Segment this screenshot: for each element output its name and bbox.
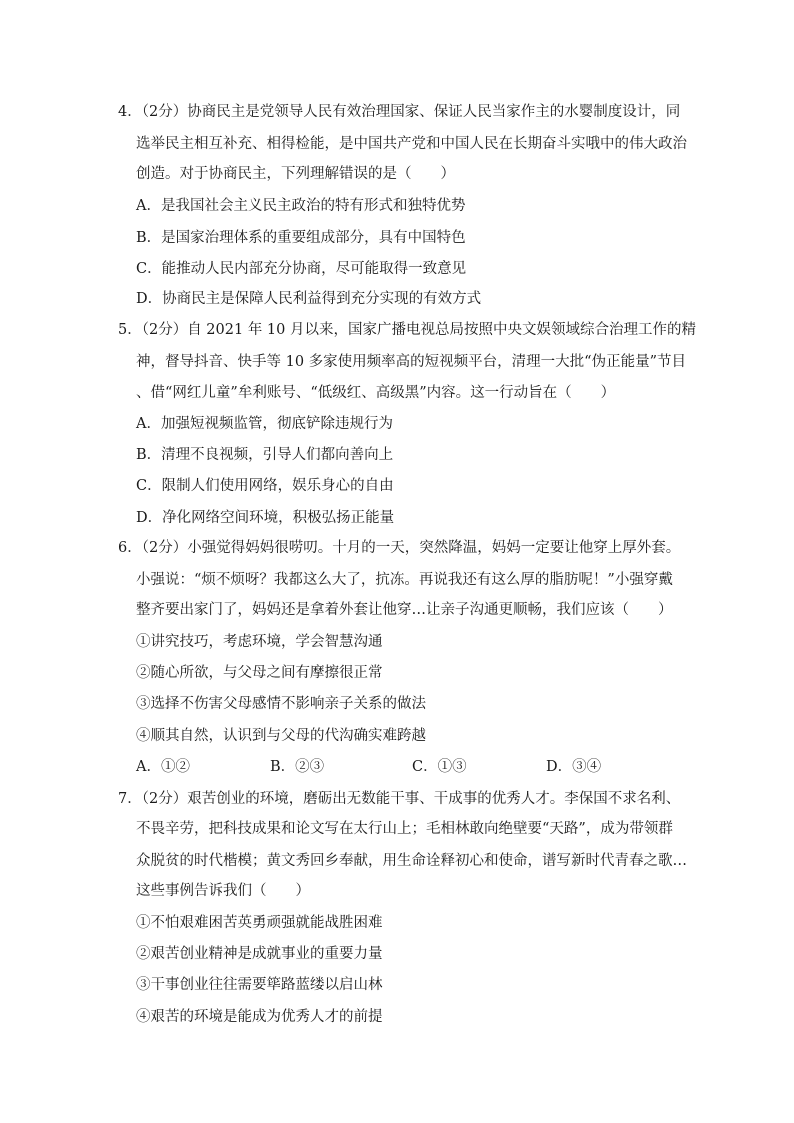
question-7-statement-4: ④艰苦的环境是能成为优秀人才的前提 (136, 1009, 383, 1025)
question-4-option-c[interactable]: C．能推动人民内部充分协商，尽可能取得一致意见 (136, 261, 467, 277)
question-4-option-b[interactable]: B．是国家治理体系的重要组成部分，具有中国特色 (136, 230, 466, 246)
question-4-stem-line: 选举民主相互补充、相得检能，是中国共产党和中国人民在长期奋斗实哦中的伟大政治 (136, 136, 687, 152)
question-6-statement-2: ②随心所欲，与父母之间有摩擦很正常 (136, 665, 383, 681)
question-6-statement-3: ③选择不伤害父母感情不影响亲子关系的做法 (136, 696, 426, 712)
question-5-option-d[interactable]: D．净化网络空间环境，积极弘扬正能量 (136, 510, 395, 526)
question-6-stem-line: 整齐要出家门了，妈妈还是拿着外套让他穿…让亲子沟通更顺畅，我们应该（ ） (136, 602, 673, 618)
question-4-stem-line: 创造。对于协商民主，下列理解错误的是（ ） (136, 166, 455, 182)
question-5-option-c[interactable]: C．限制人们使用网络，娱乐身心的自由 (136, 478, 394, 494)
question-5-stem-line: 神，督导抖音、快手等 10 多家使用频率高的短视频平台，清理一大批“伪正能量”节目 (136, 354, 686, 370)
question-6-choice-c[interactable]: C．①③ (412, 759, 467, 775)
question-6-statement-1: ①讲究技巧，考虑环境，学会智慧沟通 (136, 634, 383, 650)
question-4-option-a[interactable]: A．是我国社会主义民主政治的特有形式和独特优势 (136, 198, 466, 214)
question-6-statement-4: ④顺其自然，认识到与父母的代沟确实难跨越 (136, 728, 426, 744)
question-7-stem-line: 众脱贫的时代楷模；黄文秀回乡奉献，用生命诠释初心和使命，谱写新时代青春之歌… (136, 853, 687, 869)
question-7-statement-3: ③干事创业往往需要筚路蓝缕以启山林 (136, 977, 383, 993)
question-7-stem-line: 不畏辛劳，把科技成果和论文写在太行山上；毛相林敢向绝壁要“天路”，成为带领群 (136, 821, 673, 837)
question-5-option-a[interactable]: A．加强短视频监管，彻底铲除违规行为 (136, 416, 393, 432)
question-5-option-b[interactable]: B．清理不良视频，引导人们都向善向上 (136, 447, 394, 463)
question-6-stem-line: 小强说：“烦不烦呀？我都这么大了，抗冻。再说我还有这么厚的脂肪呢！”小强穿戴 (136, 572, 673, 588)
question-7-statement-1: ①不怕艰难困苦英勇顽强就能战胜困难 (136, 915, 383, 931)
question-6-choice-d[interactable]: D．③④ (546, 759, 602, 775)
question-5-stem-line: 、借“网红儿童”牟利账号、“低级红、高级黑”内容。这一行动旨在（ ） (136, 385, 616, 401)
question-7-stem-line: 7．（2分）艰苦创业的环境，磨砺出无数能干事、干成事的优秀人才。李保国不求名利、 (118, 791, 681, 807)
question-6-choice-a[interactable]: A．①② (136, 759, 190, 775)
question-7-stem-line: 这些事例告诉我们（ ） (136, 883, 310, 899)
question-5-stem-line: 5．（2分）自 2021 年 10 月以来，国家广播电视总局按照中央文娱领域综合治理工作的精 (118, 322, 696, 338)
question-6-stem-line: 6．（2分）小强觉得妈妈很唠叨。十月的一天，突然降温，妈妈一定要让他穿上厚外套。 (118, 540, 681, 556)
question-6-choice-b[interactable]: B．②③ (270, 759, 325, 775)
question-7-statement-2: ②艰苦创业精神是成就事业的重要力量 (136, 946, 383, 962)
question-4-stem-line: 4．（2分）协商民主是党领导人民有效治理国家、保证人民当家作主的水婴制度设计，同 (118, 104, 681, 120)
question-4-option-d[interactable]: D．协商民主是保障人民利益得到充分实现的有效方式 (136, 291, 482, 307)
